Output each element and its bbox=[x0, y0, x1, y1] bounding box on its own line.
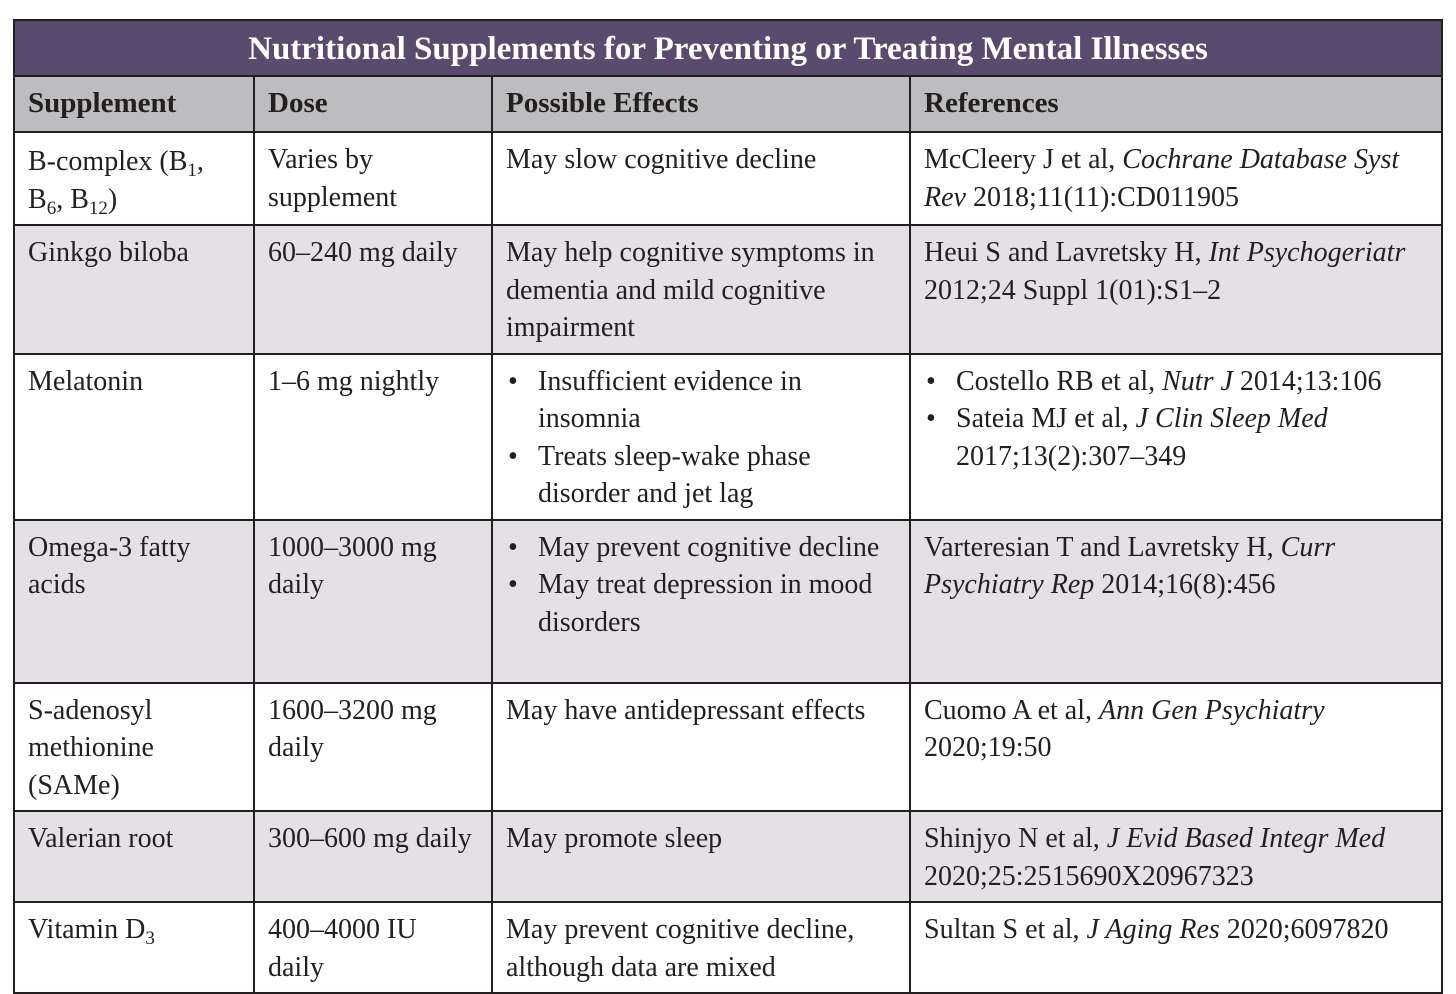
reference-citation: 2017;13(2):307–349 bbox=[956, 440, 1187, 472]
subscript: 6 bbox=[46, 197, 57, 219]
reference-cell bbox=[910, 811, 1441, 902]
effects-cell bbox=[492, 520, 910, 683]
reference-citation: 2018;11(11):CD011905 bbox=[965, 181, 1239, 213]
dose-cell: 1–6 mg nightly bbox=[254, 354, 492, 520]
header-possible-effects: Possible Effects bbox=[492, 77, 910, 132]
table-row bbox=[15, 225, 1441, 354]
dose-cell: 1000–3000 mg daily bbox=[254, 520, 492, 683]
reference-journal: Ann Gen Psychiatry bbox=[1099, 694, 1325, 726]
reference-citation: 2014;13:106 bbox=[1232, 365, 1382, 397]
supplement-name-part: , B bbox=[56, 183, 89, 215]
reference-citation: 2020;19:50 bbox=[924, 732, 1052, 763]
reference-journal: Int Psychogeriatr bbox=[1208, 237, 1406, 268]
supplement-name: B-complex (B bbox=[28, 146, 188, 177]
reference-journal: Cochrane Database Syst Rev bbox=[924, 144, 1400, 213]
reference-citation: 2020;6097820 bbox=[1219, 914, 1389, 945]
reference-authors: Varteresian T and Lavretsky H, bbox=[924, 531, 1281, 563]
reference-authors: McCleery J et al, bbox=[924, 144, 1123, 175]
effects-cell: May slow cognitive decline bbox=[492, 132, 910, 225]
supplement-cell bbox=[15, 902, 254, 992]
dose-cell: Varies by supplement bbox=[254, 132, 492, 225]
table-row bbox=[15, 902, 1441, 992]
table-title: Nutritional Supplements for Preventing or Treating Mental Illnesses bbox=[15, 21, 1441, 77]
effects-cell: May have antidepressant effects bbox=[492, 683, 910, 812]
header-row bbox=[15, 77, 1441, 132]
reference-authors: Heui S and Lavretsky H, bbox=[924, 237, 1209, 268]
supplement-name-part: , B bbox=[28, 146, 204, 215]
dose-cell: 300–600 mg daily bbox=[254, 811, 492, 902]
supplement-cell: S-adenosyl methionine (SAMe) bbox=[15, 683, 254, 812]
reference-cell bbox=[910, 354, 1441, 520]
supplement-name-part: ) bbox=[107, 183, 118, 215]
reference-journal: Nutr J bbox=[1162, 365, 1233, 397]
supplement-cell: Valerian root bbox=[15, 811, 254, 902]
effects-list bbox=[506, 363, 897, 513]
effects-cell: May help cognitive symptoms in dementia and mild cognitive impairment bbox=[492, 225, 910, 354]
reference-authors: Shinjyo N et al, bbox=[924, 823, 1107, 854]
reference-authors: Sultan S et al, bbox=[924, 914, 1087, 945]
reference-journal: J Evid Based Integr Med bbox=[1106, 823, 1386, 854]
header-dose: Dose bbox=[254, 77, 492, 132]
supplements-table-container bbox=[13, 19, 1443, 994]
reference-authors: Costello RB et al, bbox=[956, 365, 1163, 397]
reference-citation: 2020;25:2515690X20967323 bbox=[924, 860, 1254, 892]
table-row bbox=[15, 520, 1441, 683]
reference-cell bbox=[910, 225, 1441, 354]
header-references: References bbox=[910, 77, 1441, 132]
supplement-cell: Melatonin bbox=[15, 354, 254, 520]
dose-cell: 400–4000 IU daily bbox=[254, 902, 492, 992]
reference-authors: Cuomo A et al, bbox=[924, 694, 1099, 726]
table-row bbox=[15, 683, 1441, 812]
reference-citation: 2014;16(8):456 bbox=[1094, 569, 1276, 600]
table-row bbox=[15, 811, 1441, 902]
list-item bbox=[924, 363, 1429, 401]
reference-journal: J Clin Sleep Med bbox=[1135, 403, 1328, 434]
list-item bbox=[924, 400, 1429, 475]
header-supplement: Supplement bbox=[15, 77, 254, 132]
reference-journal: J Aging Res bbox=[1086, 914, 1220, 945]
list-item: • Insufficient evidence in insomnia bbox=[506, 363, 897, 438]
supplement-cell: Ginkgo biloba bbox=[15, 225, 254, 354]
supplement-name: Vitamin D bbox=[28, 914, 146, 945]
dose-cell: 1600–3200 mg daily bbox=[254, 683, 492, 812]
reference-cell bbox=[910, 132, 1441, 225]
table-row bbox=[15, 132, 1441, 225]
list-item: • Treats sleep-wake phase disorder and jet lag bbox=[506, 438, 897, 513]
list-item: • May treat depression in mood disorders bbox=[506, 566, 897, 641]
subscript: 12 bbox=[88, 197, 108, 219]
effects-cell: May prevent cognitive decline, although data are mixed bbox=[492, 902, 910, 992]
effects-list bbox=[506, 529, 897, 642]
dose-cell: 60–240 mg daily bbox=[254, 225, 492, 354]
supplement-cell: Omega-3 fatty acids bbox=[15, 520, 254, 683]
supplement-cell bbox=[15, 132, 254, 225]
subscript: 1 bbox=[187, 160, 197, 181]
list-item: • May prevent cognitive decline bbox=[506, 529, 897, 567]
supplements-table bbox=[15, 77, 1441, 992]
reference-cell bbox=[910, 520, 1441, 683]
references-list bbox=[924, 363, 1429, 476]
effects-cell bbox=[492, 354, 910, 520]
effects-cell: May promote sleep bbox=[492, 811, 910, 902]
reference-cell bbox=[910, 683, 1441, 812]
reference-cell bbox=[910, 902, 1441, 992]
table-row bbox=[15, 354, 1441, 520]
reference-journal: Curr Psychiatry Rep bbox=[924, 531, 1336, 600]
reference-citation: 2012;24 Suppl 1(01):S1–2 bbox=[924, 274, 1222, 306]
subscript: 3 bbox=[145, 928, 155, 949]
reference-authors: Sateia MJ et al, bbox=[956, 403, 1136, 434]
